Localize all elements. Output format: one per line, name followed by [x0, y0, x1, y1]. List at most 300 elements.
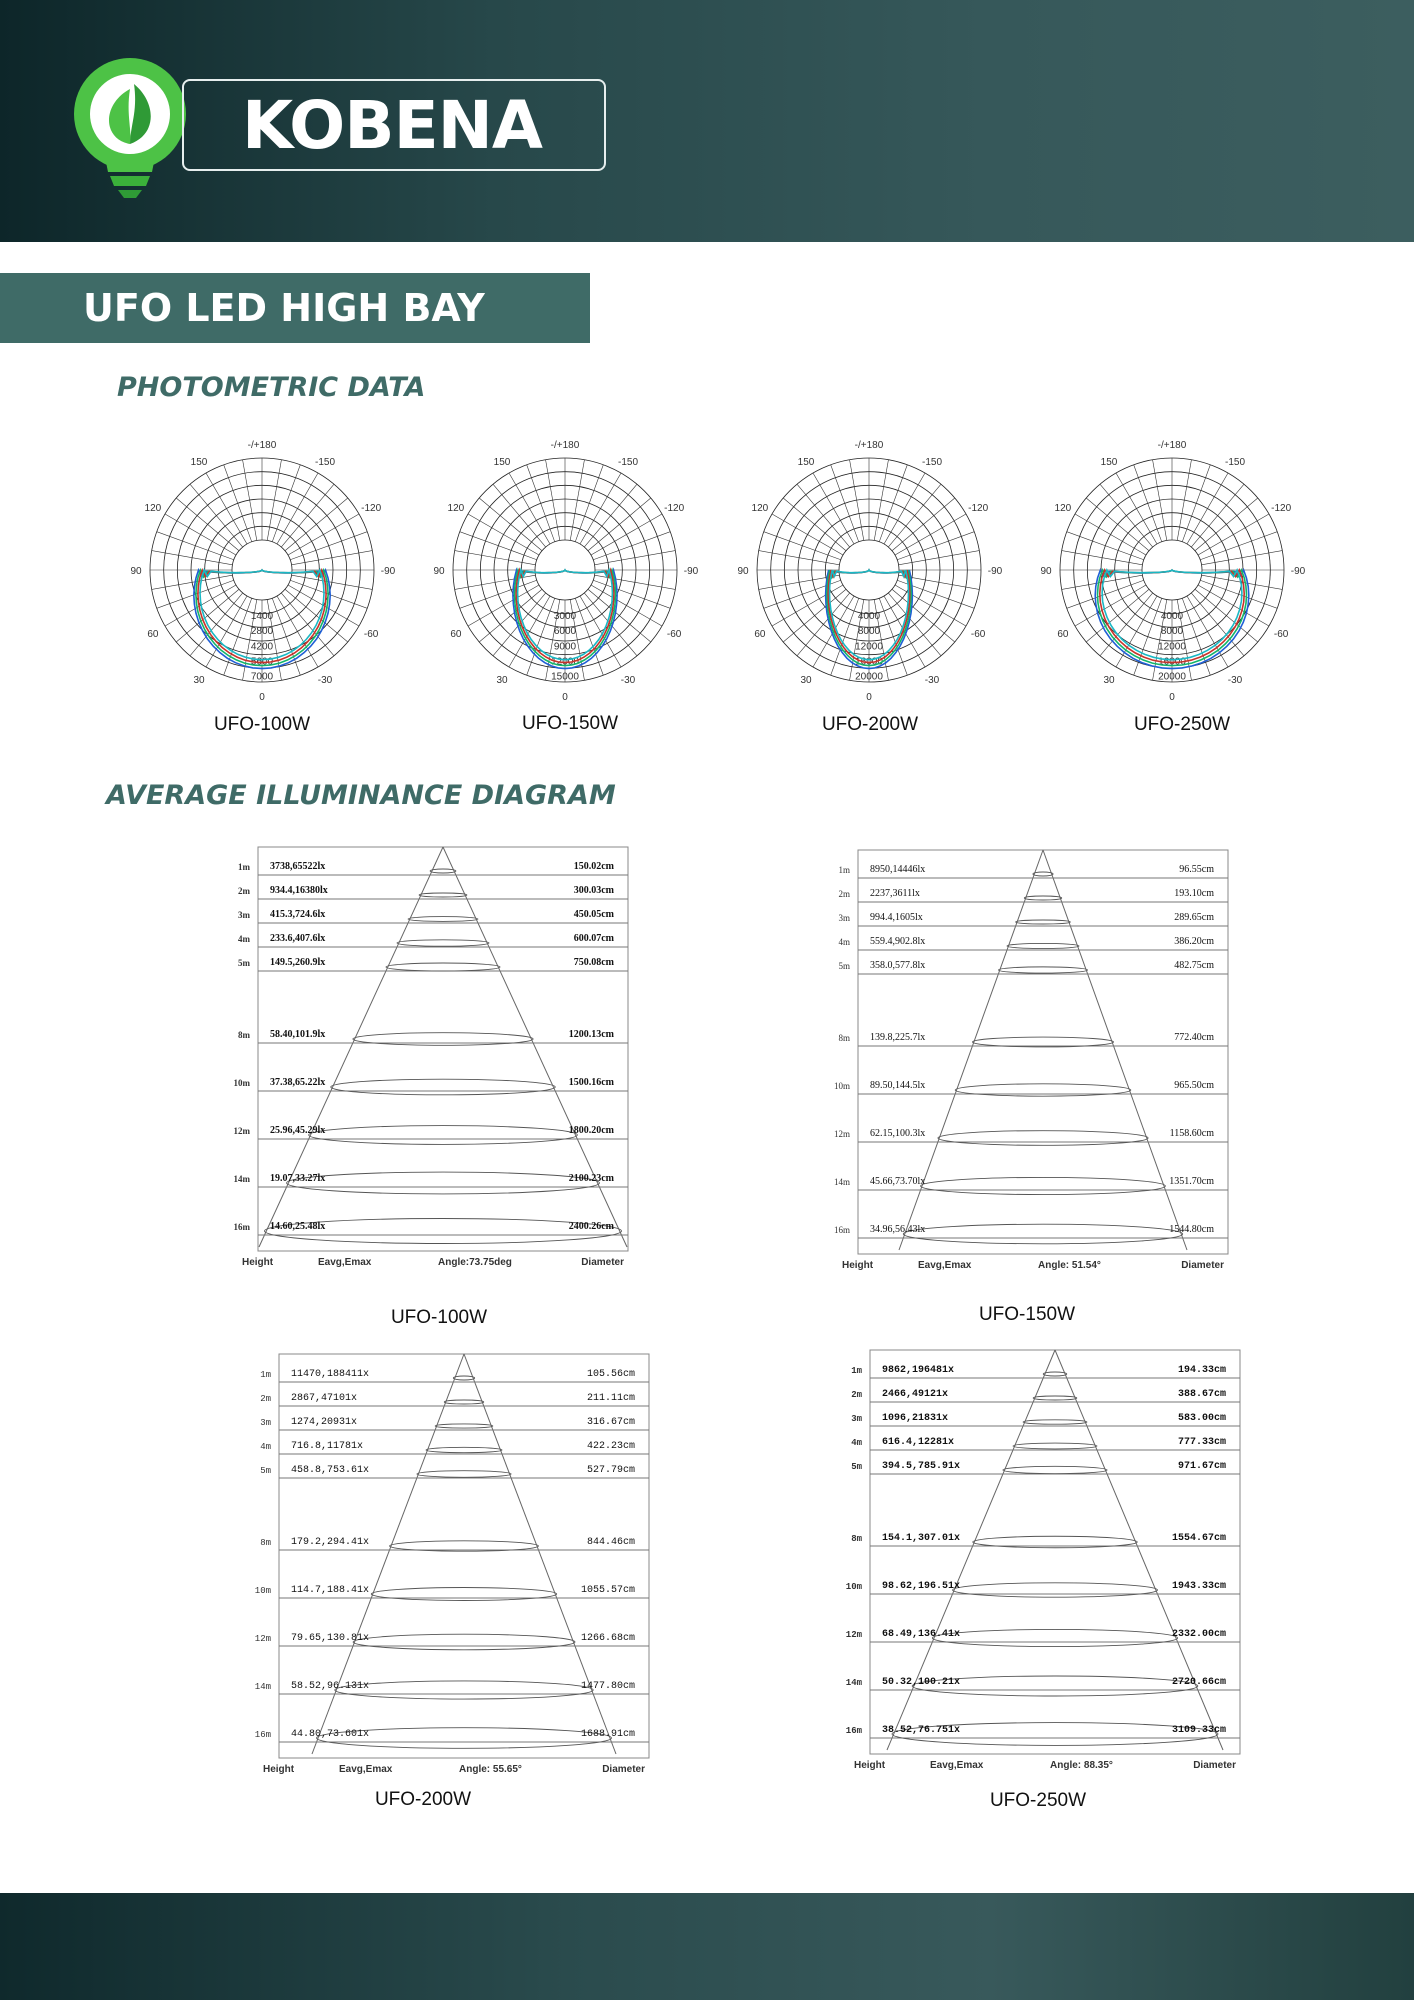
polar-spoke [527, 465, 555, 542]
row-illuminance-value: 2237,3611lx [870, 888, 920, 899]
polar-angle-label: -90 [987, 566, 1003, 577]
row-diameter-value: 583.00cm [1177, 1413, 1226, 1424]
polar-angle-label: -90 [380, 566, 396, 577]
polar-svg [734, 437, 1004, 707]
row-height-label: 2m [238, 886, 250, 896]
row-illuminance-value: 9862,196481x [882, 1365, 955, 1376]
polar-spoke [575, 465, 603, 542]
row-illuminance-value: 394.5,785.91x [882, 1461, 961, 1472]
polar-angle-label: 0 [866, 692, 872, 703]
polar-spoke [593, 532, 670, 560]
polar-spoke [1100, 484, 1153, 547]
row-illuminance-value: 458.8,753.61x [291, 1465, 370, 1476]
row-diameter-value: 1351.70cm [1169, 1176, 1214, 1187]
row-illuminance-value: 2466,49121x [882, 1389, 949, 1400]
illum-model-label: UFO-100W [390, 1307, 488, 1328]
header-banner [0, 0, 1414, 242]
polar-spoke [1198, 514, 1269, 555]
row-height-label: 5m [851, 1462, 862, 1472]
illuminance-diagram-ufo-150w [800, 848, 1240, 1278]
cone-ellipse [397, 940, 489, 946]
polar-spoke [1187, 473, 1228, 544]
polar-angle-label: -120 [664, 503, 685, 514]
polar-angle-label: 30 [800, 675, 812, 687]
polar-spoke [591, 514, 662, 555]
polar-spoke [895, 514, 966, 555]
row-height-label: 1m [238, 862, 250, 872]
illuminance-diagram-ufo-200w [221, 1352, 661, 1782]
polar-angle-label: 120 [447, 503, 465, 514]
row-diameter-value: 386.20cm [1174, 936, 1214, 947]
row-height-label: 2m [260, 1394, 271, 1404]
row-height-label: 2m [851, 1390, 862, 1400]
row-height-label: 14m [254, 1682, 271, 1692]
cone-ellipse [932, 1629, 1177, 1646]
row-illuminance-value: 3738,65522lx [270, 861, 326, 872]
row-height-label: 8m [838, 1033, 850, 1043]
row-height-label: 16m [845, 1726, 862, 1736]
row-illuminance-value: 716.8,11781x [291, 1441, 364, 1452]
polar-spoke [1116, 473, 1157, 544]
row-height-label: 8m [851, 1534, 862, 1544]
cone-ellipse [335, 1681, 593, 1699]
footer-diameter-label: Diameter [581, 1257, 624, 1268]
row-diameter-value: 1554.67cm [1171, 1533, 1226, 1544]
cone-ellipse [921, 1177, 1166, 1194]
polar-spoke [190, 484, 243, 547]
polar-spoke [1191, 484, 1244, 547]
row-illuminance-value: 98.62,196.51x [882, 1581, 961, 1592]
polar-spoke [1198, 585, 1269, 626]
cone-ellipse [408, 917, 478, 922]
row-diameter-value: 96.55cm [1179, 864, 1214, 875]
polar-radial-label: 4200 [250, 641, 274, 653]
row-height-label: 2m [838, 889, 850, 899]
row-illuminance-value: 50.32,100.21x [882, 1677, 961, 1688]
row-illuminance-value: 154.1,307.01x [882, 1533, 961, 1544]
polar-angle-label: -60 [363, 629, 379, 640]
cone-ellipse [287, 1172, 600, 1194]
cone-ellipse [435, 1424, 493, 1428]
row-height-label: 10m [833, 1081, 850, 1091]
footer-angle-label: Angle: 88.35° [1050, 1760, 1113, 1771]
polar-radial-label: 7000 [250, 671, 274, 683]
footer-diameter-label: Diameter [602, 1764, 645, 1775]
polar-angle-label: 0 [1169, 692, 1175, 703]
row-diameter-value: 772.40cm [1174, 1032, 1214, 1043]
row-illuminance-value: 358.0,577.8lx [870, 960, 926, 971]
photometric-heading: PHOTOMETRIC DATA [117, 372, 426, 403]
row-illuminance-value: 14.60,25.48lx [270, 1221, 326, 1232]
cone-ellipse [1033, 872, 1053, 876]
row-height-label: 8m [238, 1030, 250, 1040]
polar-angle-label: 90 [130, 566, 142, 577]
cone-ellipse [453, 1376, 474, 1380]
row-illuminance-value: 62.15,100.3lx [870, 1128, 926, 1139]
row-diameter-value: 777.33cm [1177, 1437, 1226, 1448]
cone-ellipse [419, 893, 467, 897]
polar-spoke [281, 484, 334, 547]
footer-angle-label: Angle: 55.65° [459, 1764, 522, 1775]
cone-ellipse [953, 1583, 1158, 1597]
polar-spoke [1067, 532, 1144, 560]
illum-model-label: UFO-250W [989, 1790, 1087, 1811]
row-height-label: 14m [845, 1678, 862, 1688]
footer-height-label: Height [263, 1764, 295, 1775]
polar-angle-label: -/+180 [550, 440, 580, 451]
polar-radial-label: 4000 [1160, 611, 1184, 623]
polar-radial-label: 2800 [250, 626, 274, 638]
brand-logo [72, 44, 592, 204]
row-diameter-value: 450.05cm [573, 909, 614, 920]
polar-spoke [165, 514, 236, 555]
row-height-label: 14m [833, 1177, 850, 1187]
polar-chart-ufo-100w [127, 437, 397, 707]
illuminance-diagram-ufo-250w [812, 1348, 1252, 1778]
footer-eavg-label: Eavg,Emax [318, 1257, 372, 1268]
row-illuminance-value: 37.38,65.22lx [270, 1077, 326, 1088]
illuminance-diagram-ufo-100w [200, 845, 640, 1275]
polar-angle-label: -30 [1227, 675, 1243, 687]
illuminance-svg [221, 1352, 661, 1782]
row-illuminance-value: 89.50,144.5lx [870, 1080, 926, 1091]
polar-radial-label: 3000 [553, 611, 577, 623]
cone-ellipse [426, 1447, 502, 1452]
illum-model-label: UFO-150W [978, 1304, 1076, 1325]
row-height-label: 10m [233, 1078, 250, 1088]
polar-spoke [224, 465, 252, 542]
polar-spoke [509, 473, 550, 544]
polar-angle-label: -90 [683, 566, 699, 577]
row-height-label: 4m [851, 1438, 862, 1448]
polar-spoke [479, 589, 542, 642]
row-illuminance-value: 1096,21831x [882, 1413, 949, 1424]
cone-ellipse [1043, 1372, 1067, 1376]
polar-spoke [772, 514, 843, 555]
cone-ellipse [444, 1400, 484, 1404]
polar-angle-label: -60 [666, 629, 682, 640]
polar-spoke [897, 532, 974, 560]
polar-angle-label: -150 [1224, 456, 1246, 468]
polar-angle-label: 120 [1054, 503, 1072, 514]
polar-radial-label: 12000 [551, 656, 579, 668]
polar-angle-label: 60 [450, 629, 462, 640]
polar-spoke [797, 593, 850, 656]
polar-radial-label: 4000 [857, 611, 881, 623]
row-diameter-value: 211.11cm [586, 1393, 635, 1404]
row-height-label: 16m [833, 1225, 850, 1235]
polar-spoke [277, 473, 318, 544]
row-height-label: 3m [260, 1418, 271, 1428]
row-illuminance-value: 68.49,136.41x [882, 1629, 961, 1640]
illuminance-svg [812, 1348, 1252, 1778]
polar-radial-label: 8000 [857, 626, 881, 638]
footer-diameter-label: Diameter [1193, 1760, 1236, 1771]
row-diameter-value: 1544.80cm [1169, 1224, 1214, 1235]
polar-radial-label: 1400 [250, 611, 274, 623]
row-diameter-value: 2332.00cm [1171, 1629, 1226, 1640]
row-height-label: 1m [851, 1366, 862, 1376]
polar-angle-label: -60 [970, 629, 986, 640]
polar-angle-label: -/+180 [854, 440, 884, 451]
cone-ellipse [1023, 1420, 1087, 1424]
row-diameter-value: 1477.80cm [580, 1681, 635, 1692]
page-title: UFO LED HIGH BAY [83, 286, 485, 330]
row-diameter-value: 316.67cm [586, 1417, 635, 1428]
cone-ellipse [1003, 1466, 1107, 1473]
row-illuminance-value: 233.6,407.6lx [270, 933, 326, 944]
polar-spoke [764, 532, 841, 560]
row-illuminance-value: 58.40,101.9lx [270, 1029, 326, 1040]
row-diameter-value: 105.56cm [586, 1369, 635, 1380]
row-illuminance-value: 8950,14446lx [870, 864, 926, 875]
polar-spoke [884, 473, 925, 544]
polar-angle-label: -150 [314, 456, 336, 468]
polar-spoke [460, 532, 537, 560]
cone-ellipse [1033, 1396, 1077, 1400]
polar-chart-ufo-200w [734, 437, 1004, 707]
row-height-label: 5m [260, 1466, 271, 1476]
polar-spoke [783, 498, 846, 551]
polar-angle-label: 60 [754, 629, 766, 640]
polar-spoke [1075, 514, 1146, 555]
row-height-label: 4m [838, 937, 850, 947]
polar-chart-ufo-250w [1037, 437, 1307, 707]
polar-spoke [176, 498, 239, 551]
polar-spoke [479, 498, 542, 551]
row-height-label: 16m [233, 1222, 250, 1232]
polar-spoke [288, 514, 359, 555]
polar-radial-label: 12000 [855, 641, 883, 653]
row-height-label: 1m [260, 1370, 271, 1380]
polar-angle-label: -60 [1273, 629, 1289, 640]
diagram-frame [858, 850, 1228, 1254]
polar-spoke [588, 589, 651, 642]
footer-diameter-label: Diameter [1181, 1260, 1224, 1271]
polar-spoke [888, 593, 941, 656]
polar-spoke [157, 532, 234, 560]
polar-spoke [1182, 465, 1210, 542]
polar-angle-label: 0 [562, 692, 568, 703]
row-diameter-value: 3109.33cm [1171, 1725, 1226, 1736]
row-illuminance-value: 45.66,73.70lx [870, 1176, 926, 1187]
cone-ellipse [998, 967, 1087, 973]
polar-angle-label: 90 [737, 566, 749, 577]
row-height-label: 3m [238, 910, 250, 920]
polar-spoke [580, 473, 621, 544]
polar-angle-label: 0 [259, 692, 265, 703]
polar-angle-label: -150 [921, 456, 943, 468]
polar-spoke [272, 465, 300, 542]
row-diameter-value: 2400.26cm [568, 1221, 614, 1232]
polar-svg [1037, 437, 1307, 707]
diagram-frame [258, 847, 628, 1251]
row-illuminance-value: 994.4,1605lx [870, 912, 923, 923]
polar-radial-label: 8000 [1160, 626, 1184, 638]
polar-angle-label: -30 [317, 675, 333, 687]
row-diameter-value: 2720.66cm [1171, 1677, 1226, 1688]
row-illuminance-value: 44.80,73.601x [291, 1729, 370, 1740]
polar-angle-label: 30 [1103, 675, 1115, 687]
polar-angle-label: -30 [924, 675, 940, 687]
cone-ellipse [972, 1037, 1113, 1047]
cone-ellipse [1013, 1443, 1097, 1449]
cone-ellipse [417, 1471, 511, 1478]
row-diameter-value: 600.07cm [573, 933, 614, 944]
polar-radial-label: 15000 [551, 671, 579, 683]
row-illuminance-value: 114.7,188.41x [291, 1585, 370, 1596]
polar-radial-label: 6000 [553, 626, 577, 638]
polar-spoke [1075, 585, 1146, 626]
row-diameter-value: 1266.68cm [580, 1633, 635, 1644]
row-height-label: 12m [233, 1126, 250, 1136]
row-height-label: 3m [851, 1414, 862, 1424]
polar-spoke [892, 498, 955, 551]
footer-angle-label: Angle:73.75deg [438, 1257, 512, 1268]
row-height-label: 4m [260, 1442, 271, 1452]
polar-spoke [1134, 465, 1162, 542]
row-height-label: 3m [838, 913, 850, 923]
row-diameter-value: 1500.16cm [568, 1077, 614, 1088]
polar-angle-label: -90 [1290, 566, 1306, 577]
row-illuminance-value: 1274,20931x [291, 1417, 358, 1428]
polar-angle-label: -120 [968, 503, 989, 514]
row-height-label: 10m [845, 1582, 862, 1592]
polar-radial-label: 20000 [855, 671, 883, 683]
row-illuminance-value: 2867,47101x [291, 1393, 358, 1404]
footer-eavg-label: Eavg,Emax [339, 1764, 393, 1775]
polar-spoke [468, 514, 539, 555]
row-illuminance-value: 19.07,33.27lx [270, 1173, 326, 1184]
diagram-frame [279, 1354, 649, 1758]
row-diameter-value: 1158.60cm [1169, 1128, 1214, 1139]
footer-height-label: Height [842, 1260, 874, 1271]
polar-angle-label: -120 [1271, 503, 1292, 514]
row-diameter-value: 1800.20cm [568, 1125, 614, 1136]
polar-angle-label: 90 [1040, 566, 1052, 577]
cone-ellipse [1007, 943, 1079, 948]
illum-model-label: UFO-200W [374, 1789, 472, 1810]
cone-ellipse [430, 869, 456, 873]
polar-spoke [797, 484, 850, 547]
polar-model-label: UFO-100W [213, 714, 311, 735]
polar-spoke [575, 598, 603, 675]
polar-radial-label: 16000 [855, 656, 883, 668]
illuminance-svg [800, 848, 1240, 1278]
polar-angle-label: 90 [433, 566, 445, 577]
row-height-label: 4m [238, 934, 250, 944]
polar-angle-label: 60 [1057, 629, 1069, 640]
cone-ellipse [331, 1079, 555, 1095]
row-diameter-value: 844.46cm [586, 1537, 635, 1548]
polar-svg [127, 437, 397, 707]
row-height-label: 12m [254, 1634, 271, 1644]
row-diameter-value: 1200.13cm [568, 1029, 614, 1040]
polar-radial-label: 5600 [250, 656, 274, 668]
row-illuminance-value: 415.3,724.6lx [270, 909, 326, 920]
row-diameter-value: 971.67cm [1177, 1461, 1226, 1472]
row-diameter-value: 150.02cm [573, 861, 614, 872]
polar-angle-label: -150 [617, 456, 639, 468]
cone-ellipse [1024, 896, 1061, 900]
row-illuminance-value: 38.52,76.751x [882, 1725, 961, 1736]
row-diameter-value: 482.75cm [1174, 960, 1214, 971]
row-diameter-value: 194.33cm [1177, 1365, 1226, 1376]
polar-angle-label: -120 [361, 503, 382, 514]
row-illuminance-value: 149.5,260.9lx [270, 957, 326, 968]
polar-spoke [831, 465, 859, 542]
polar-model-label: UFO-250W [1133, 714, 1231, 735]
row-illuminance-value: 139.8,225.7lx [870, 1032, 926, 1043]
cone-ellipse [1016, 920, 1071, 924]
polar-spoke [1200, 532, 1277, 560]
polar-radial-label: 9000 [553, 641, 577, 653]
row-diameter-value: 388.67cm [1177, 1389, 1226, 1400]
polar-radial-label: 20000 [1158, 671, 1186, 683]
polar-angle-label: -30 [620, 675, 636, 687]
row-diameter-value: 422.23cm [586, 1441, 635, 1452]
row-illuminance-value: 58.52,96.131x [291, 1681, 370, 1692]
polar-spoke [285, 498, 348, 551]
row-height-label: 10m [254, 1586, 271, 1596]
polar-spoke [468, 585, 539, 626]
polar-radial-label: 16000 [1158, 656, 1186, 668]
row-height-label: 14m [233, 1174, 250, 1184]
row-illuminance-value: 25.96,45.29lx [270, 1125, 326, 1136]
row-illuminance-value: 79.65,130.81x [291, 1633, 370, 1644]
polar-spoke [1200, 580, 1277, 608]
footer-eavg-label: Eavg,Emax [930, 1760, 984, 1771]
row-diameter-value: 527.79cm [586, 1465, 635, 1476]
polar-model-label: UFO-200W [821, 714, 919, 735]
polar-angle-label: 30 [193, 675, 205, 687]
polar-angle-label: 150 [493, 456, 511, 468]
row-height-label: 12m [845, 1630, 862, 1640]
polar-spoke [206, 473, 247, 544]
row-diameter-value: 2100.23cm [568, 1173, 614, 1184]
polar-svg [430, 437, 700, 707]
polar-spoke [460, 580, 537, 608]
polar-spoke [879, 465, 907, 542]
polar-spoke [813, 473, 854, 544]
footer-height-label: Height [242, 1257, 274, 1268]
cone-ellipse [309, 1126, 578, 1145]
polar-spoke [1067, 580, 1144, 608]
polar-angle-label: -/+180 [1157, 440, 1187, 451]
row-illuminance-value: 616.4,12281x [882, 1437, 955, 1448]
cone-ellipse [371, 1588, 556, 1601]
footer-angle-label: Angle: 51.54° [1038, 1260, 1101, 1271]
polar-spoke [493, 484, 546, 547]
row-illuminance-value: 11470,188411x [291, 1369, 370, 1380]
cone-ellipse [903, 1224, 1182, 1244]
polar-radial-label: 12000 [1158, 641, 1186, 653]
brand-name: KOBENA [242, 87, 542, 164]
polar-chart-ufo-150w [430, 437, 700, 707]
polar-angle-label: 120 [144, 503, 162, 514]
polar-angle-label: 60 [147, 629, 159, 640]
polar-spoke [593, 580, 670, 608]
polar-angle-label: 30 [496, 675, 508, 687]
diagram-frame [870, 1350, 1240, 1754]
row-diameter-value: 1055.57cm [580, 1585, 635, 1596]
row-diameter-value: 300.03cm [573, 885, 614, 896]
polar-spoke [1195, 498, 1258, 551]
row-illuminance-value: 34.96,56.43lx [870, 1224, 926, 1235]
illuminance-heading: AVERAGE ILLUMINANCE DIAGRAM [106, 780, 616, 811]
row-height-label: 8m [260, 1538, 271, 1548]
row-diameter-value: 193.10cm [1174, 888, 1214, 899]
